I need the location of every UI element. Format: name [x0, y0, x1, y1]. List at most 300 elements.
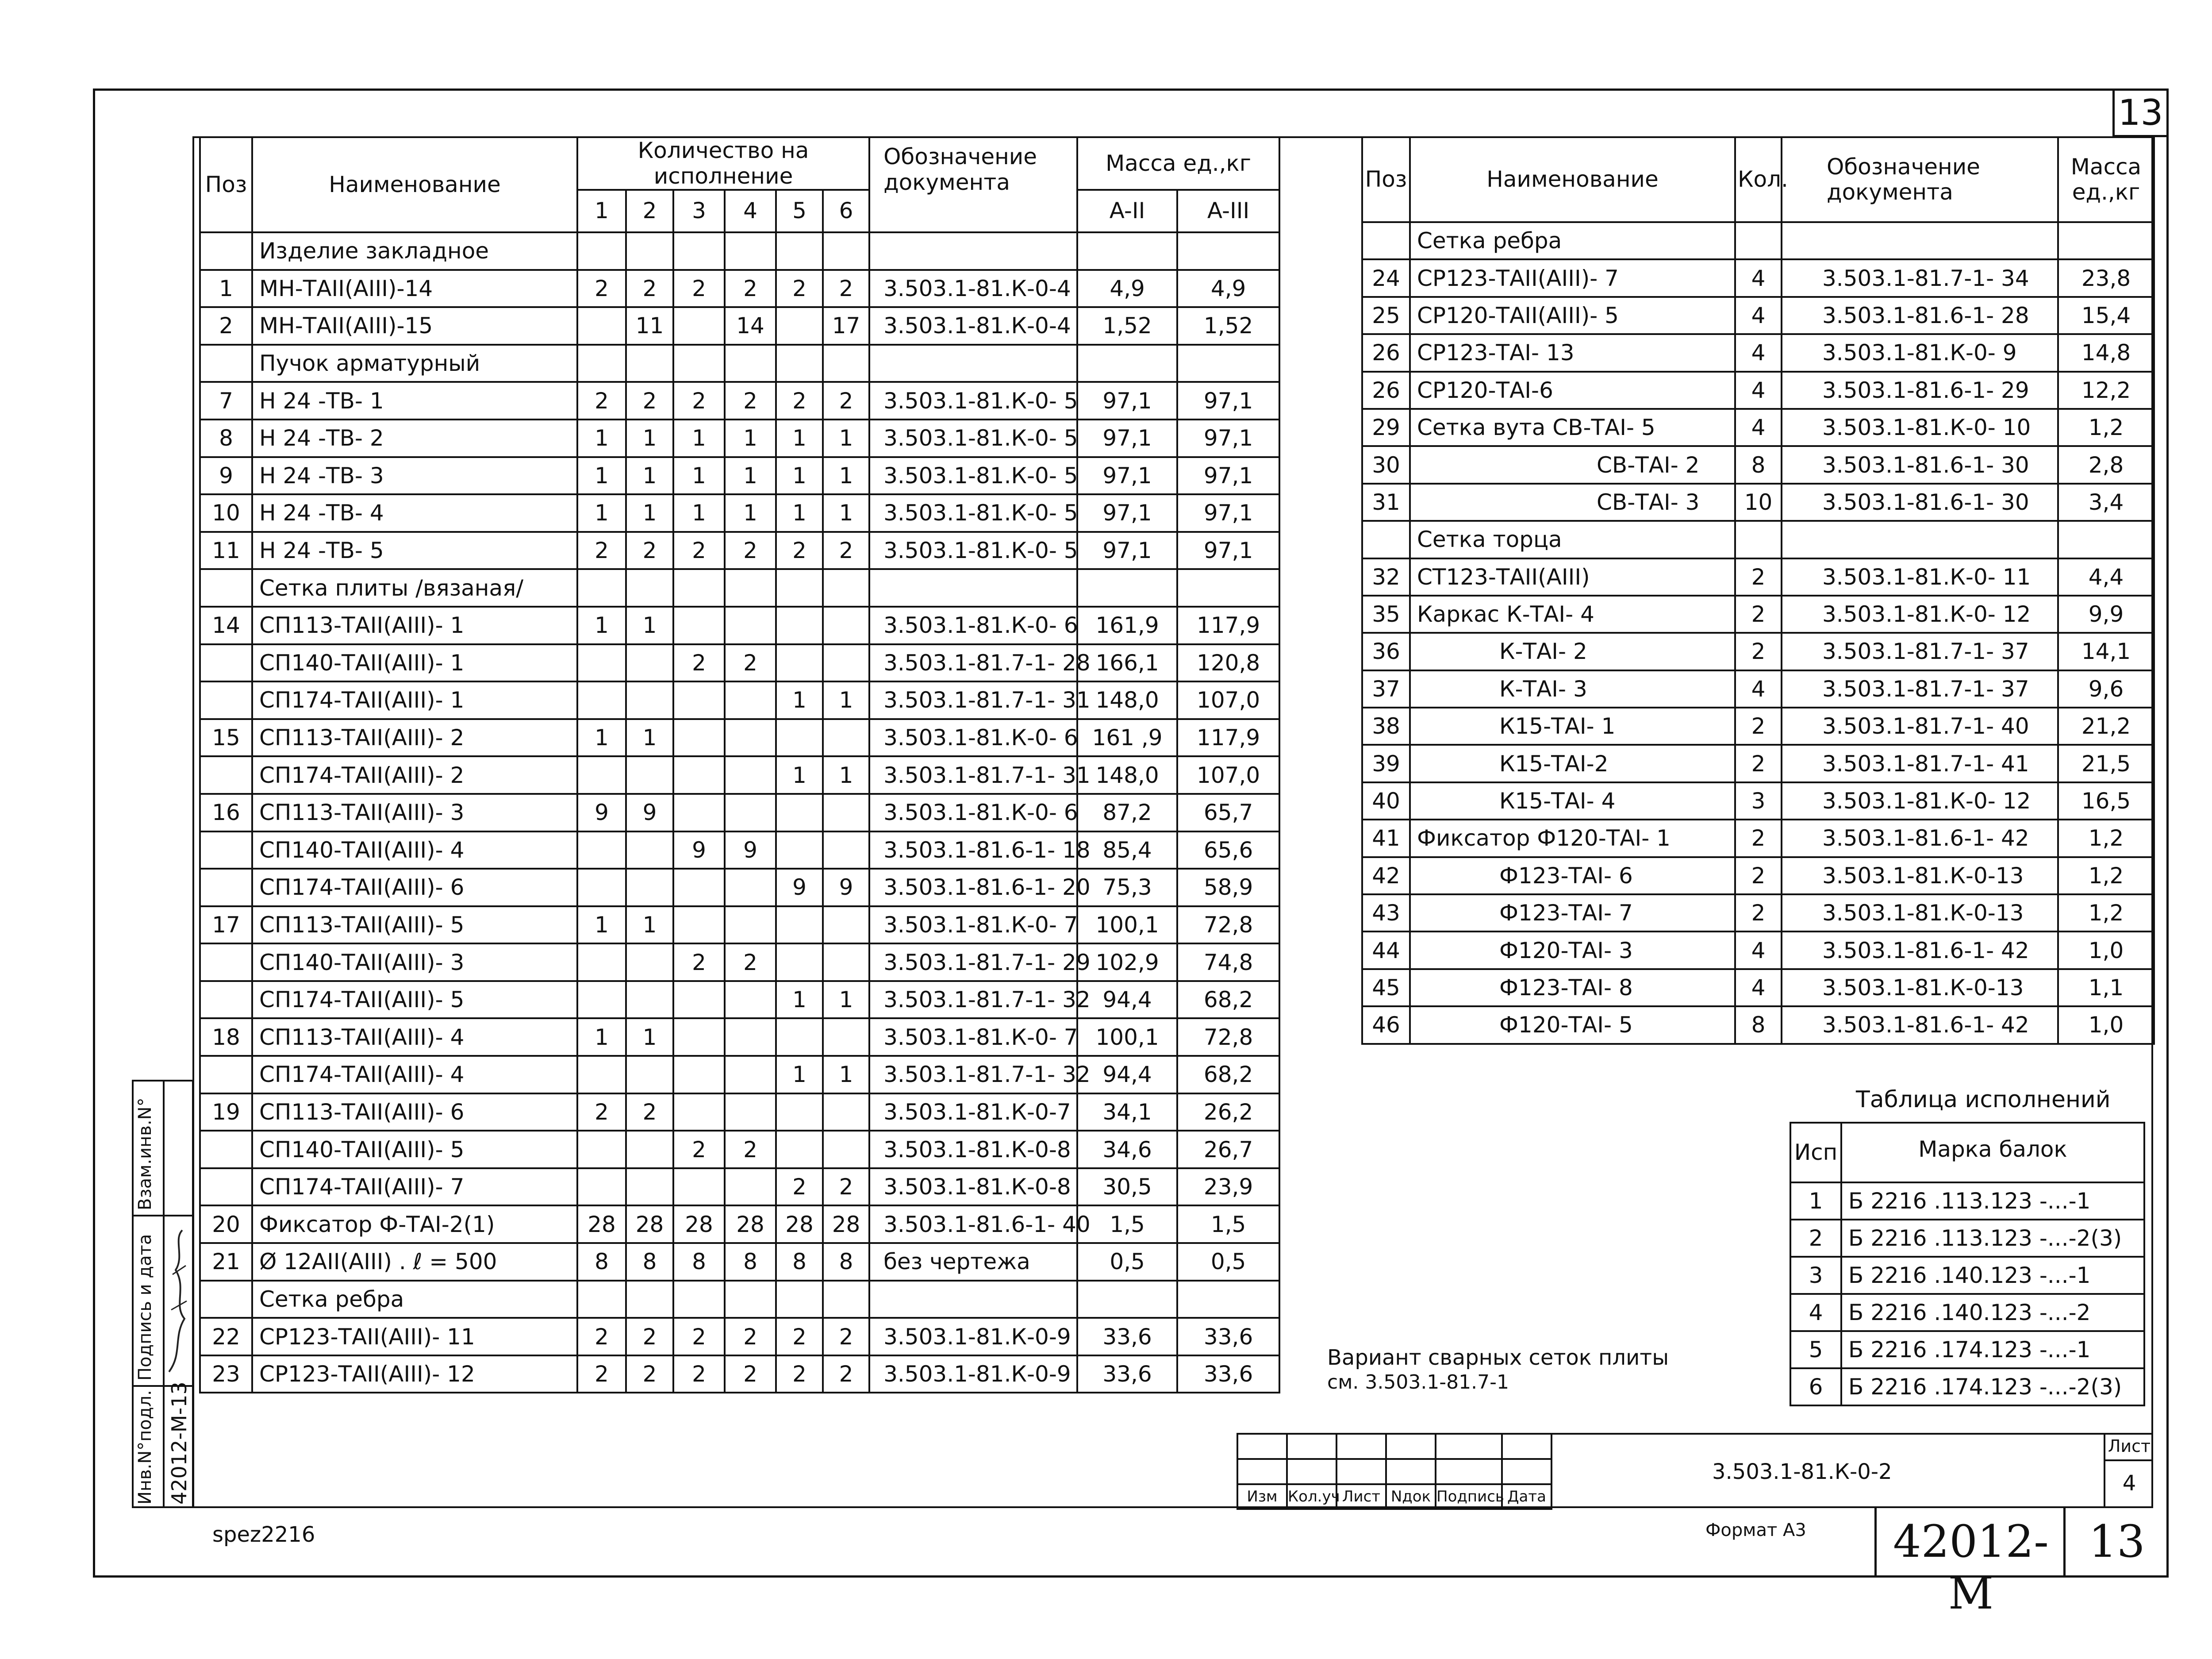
row-name: СП174-ТАII(АIII)- 5: [252, 981, 577, 1019]
row-pos: [1362, 521, 1410, 558]
row-name: Сетка ребра: [1410, 222, 1735, 259]
row-qty: 2: [673, 1131, 725, 1168]
table-row: [1362, 857, 2154, 894]
row-qty: 2: [673, 532, 725, 570]
row-mass-a2: 166,1: [1077, 644, 1177, 682]
row-pos: 9: [200, 457, 252, 495]
row-qty: [673, 1281, 725, 1318]
row-qty: [725, 681, 776, 719]
row-doc: 3.503.1-81.7-1- 31: [869, 681, 1077, 719]
row-name: К15-ТАI- 4: [1410, 782, 1735, 820]
header-qty: Кол.: [1735, 137, 1782, 222]
row-qty: [725, 981, 776, 1019]
row-mark: Б 2216 .113.123 -...-1: [1841, 1182, 2144, 1220]
row-qty: 2: [1735, 708, 1782, 745]
row-qty: [577, 1056, 626, 1093]
row-mass-a3: 65,7: [1177, 794, 1279, 831]
row-qty: [823, 1131, 869, 1168]
row-name: СП113-ТАII(АIII)- 5: [252, 906, 577, 944]
row-doc: 3.503.1-81.7-1- 37: [1782, 633, 2058, 670]
row-qty: 2: [626, 532, 673, 570]
row-qty: [626, 943, 673, 981]
row-qty: 28: [626, 1205, 673, 1243]
specification-table-left: [199, 136, 1280, 1393]
row-mass-a3: 65,6: [1177, 831, 1279, 869]
row-qty: 2: [673, 644, 725, 682]
row-qty: 2: [673, 1355, 725, 1393]
row-mass-a2: 87,2: [1077, 794, 1177, 831]
row-mass: 12,2: [2058, 372, 2154, 409]
row-qty: 4: [1735, 259, 1782, 296]
table-row: [1790, 1220, 2144, 1257]
row-qty: [577, 1168, 626, 1206]
row-qty: [776, 345, 823, 382]
row-mass-a3: 120,8: [1177, 644, 1279, 682]
header-qty: Количество на исполнение: [577, 137, 869, 190]
row-pos: [200, 345, 252, 382]
table-row: [200, 1355, 1279, 1393]
row-mass-a3: 97,1: [1177, 420, 1279, 457]
row-name: Н 24 -ТВ- 1: [252, 382, 577, 420]
row-qty: [725, 607, 776, 644]
row-doc: 3.503.1-81.К-0- 6: [869, 607, 1077, 644]
row-isp: 5: [1790, 1331, 1841, 1368]
row-qty: 1: [725, 420, 776, 457]
row-name: СП113-ТАII(АIII)- 2: [252, 719, 577, 757]
row-qty: [776, 831, 823, 869]
row-qty: 8: [776, 1243, 823, 1281]
row-qty: 2: [776, 1355, 823, 1393]
row-mass-a3: 72,8: [1177, 1018, 1279, 1056]
specification-table-right: [1361, 136, 2155, 1045]
row-mass-a3: [1177, 1281, 1279, 1318]
row-pos: [200, 943, 252, 981]
table-row: [200, 1281, 1279, 1318]
row-mass-a3: 33,6: [1177, 1355, 1279, 1393]
row-qty: 8: [673, 1243, 725, 1281]
table-row: [200, 719, 1279, 757]
row-name: Изделие закладное: [252, 232, 577, 270]
header-pos: Поз: [1362, 137, 1410, 222]
row-qty: 1: [823, 981, 869, 1019]
row-qty: [673, 681, 725, 719]
row-qty: [776, 1093, 823, 1131]
table-row: [200, 345, 1279, 382]
row-mass-a3: [1177, 569, 1279, 607]
row-qty: 8: [577, 1243, 626, 1281]
row-mass-a3: 1,52: [1177, 307, 1279, 345]
row-doc: 3.503.1-81.К-0- 5: [869, 420, 1077, 457]
row-mass-a3: 1,5: [1177, 1205, 1279, 1243]
row-doc: 3.503.1-81.К-0- 7: [869, 906, 1077, 944]
row-name: СП174-ТАII(АIII)- 6: [252, 869, 577, 906]
row-qty: 8: [1735, 1006, 1782, 1043]
row-doc: 3.503.1-81.К-0- 5: [869, 532, 1077, 570]
table-row: [200, 756, 1279, 794]
row-qty: [577, 1281, 626, 1318]
row-doc: 3.503.1-81.6-1- 18: [869, 831, 1077, 869]
table-row: [1790, 1182, 2144, 1220]
footer-format: Формат А3: [1705, 1520, 1806, 1540]
row-name: Н 24 -ТВ- 3: [252, 457, 577, 495]
row-doc: 3.503.1-81.К-0-4: [869, 307, 1077, 345]
row-qty: [776, 569, 823, 607]
stamp-revision-grid: [1237, 1433, 1552, 1510]
row-qty: [673, 1056, 725, 1093]
row-qty: [823, 644, 869, 682]
row-mass-a2: 34,1: [1077, 1093, 1177, 1131]
row-qty: [776, 307, 823, 345]
footer-project: 42012-М: [1893, 1516, 2049, 1619]
table-row: [1790, 1257, 2144, 1294]
row-qty: 1: [776, 420, 823, 457]
row-pos: 1: [200, 270, 252, 308]
row-mass-a2: 97,1: [1077, 457, 1177, 495]
row-qty: 2: [776, 382, 823, 420]
row-pos: 35: [1362, 596, 1410, 633]
row-qty: 1: [776, 494, 823, 532]
row-mass: 1,2: [2058, 894, 2154, 932]
footer-code: spez2216: [212, 1522, 315, 1547]
table-row: [1790, 1294, 2144, 1331]
row-qty: [776, 1281, 823, 1318]
table-row: [1362, 820, 2154, 857]
row-pos: [1362, 222, 1410, 259]
row-name: СП140-ТАII(АIII)- 5: [252, 1131, 577, 1168]
row-qty: 4: [1735, 297, 1782, 334]
row-name: Пучок арматурный: [252, 345, 577, 382]
header-mass: Масса ед.,кг: [2058, 137, 2154, 222]
table-row: [200, 831, 1279, 869]
row-qty: [577, 569, 626, 607]
row-qty: 4: [1735, 409, 1782, 446]
header-doc: Обозначение документа: [869, 137, 1077, 232]
row-qty: 9: [776, 869, 823, 906]
row-name: Ф120-ТАI- 3: [1410, 932, 1735, 969]
row-pos: 21: [200, 1243, 252, 1281]
table-row: [200, 307, 1279, 345]
table-row: [1362, 372, 2154, 409]
table-row: [1362, 1006, 2154, 1043]
row-pos: 42: [1362, 857, 1410, 894]
row-pos: 43: [1362, 894, 1410, 932]
sheet-number-top: 13: [2112, 89, 2169, 137]
note-line-2: см. 3.503.1-81.7-1: [1327, 1370, 1509, 1393]
row-qty: 1: [626, 906, 673, 944]
row-doc: 3.503.1-81.7-1- 28: [869, 644, 1077, 682]
row-pos: 22: [200, 1318, 252, 1355]
row-mass-a2: [1077, 1281, 1177, 1318]
row-mass: 2,8: [2058, 446, 2154, 483]
row-qty: [626, 1281, 673, 1318]
row-pos: 16: [200, 794, 252, 831]
row-pos: 31: [1362, 484, 1410, 521]
row-doc: 3.503.1-81.К-0- 5: [869, 457, 1077, 495]
row-qty: 2: [823, 382, 869, 420]
table-row: [1790, 1368, 2144, 1405]
row-mark: Б 2216 .140.123 -...-1: [1841, 1257, 2144, 1294]
row-qty: 1: [776, 457, 823, 495]
row-qty: 8: [725, 1243, 776, 1281]
row-mass-a3: 107,0: [1177, 681, 1279, 719]
row-qty: 4: [1735, 932, 1782, 969]
table-row: [1362, 259, 2154, 296]
side-inv-label: Инв.N°подл.: [135, 1390, 155, 1505]
table-row: [1362, 446, 2154, 483]
row-qty: [823, 794, 869, 831]
side-vzam-label: Взам.инв.N°: [135, 1097, 155, 1210]
row-mass-a3: 74,8: [1177, 943, 1279, 981]
row-qty: 2: [725, 1131, 776, 1168]
row-qty: 4: [1735, 334, 1782, 371]
table-row: [200, 1093, 1279, 1131]
row-qty: [626, 869, 673, 906]
row-qty: 28: [725, 1205, 776, 1243]
row-qty: [626, 644, 673, 682]
row-doc: 3.503.1-81.6-1- 29: [1782, 372, 2058, 409]
stamp-col: Лист: [1336, 1484, 1386, 1509]
row-mass: 1,2: [2058, 820, 2154, 857]
row-doc: 3.503.1-81.6-1- 30: [1782, 446, 2058, 483]
row-mass-a2: 161 ,9: [1077, 719, 1177, 757]
row-mass-a3: 58,9: [1177, 869, 1279, 906]
row-name: СП113-ТАII(АIII)- 3: [252, 794, 577, 831]
row-mass-a3: 117,9: [1177, 719, 1279, 757]
row-mass-a2: 100,1: [1077, 1018, 1177, 1056]
row-doc: 3.503.1-81.6-1- 42: [1782, 1006, 2058, 1043]
row-qty: 28: [577, 1205, 626, 1243]
row-pos: 37: [1362, 670, 1410, 708]
table-row: [200, 906, 1279, 944]
row-pos: [200, 1168, 252, 1206]
row-doc: 3.503.1-81.7-1- 34: [1782, 259, 2058, 296]
row-qty: 2: [1735, 596, 1782, 633]
row-pos: 15: [200, 719, 252, 757]
row-mass-a3: 97,1: [1177, 494, 1279, 532]
row-pos: 36: [1362, 633, 1410, 670]
row-doc: 3.503.1-81.К-0-7: [869, 1093, 1077, 1131]
row-mass: [2058, 222, 2154, 259]
header-name: Наименование: [1410, 137, 1735, 222]
row-qty: 2: [776, 270, 823, 308]
side-strip-divider: [132, 1215, 194, 1216]
row-doc: 3.503.1-81.К-0-4: [869, 270, 1077, 308]
row-mass-a3: 68,2: [1177, 981, 1279, 1019]
row-mass-a3: 68,2: [1177, 1056, 1279, 1093]
table-row: [200, 420, 1279, 457]
row-qty: 1: [577, 719, 626, 757]
row-name: Фиксатор Ф120-ТАI- 1: [1410, 820, 1735, 857]
row-qty: [673, 719, 725, 757]
row-pos: 32: [1362, 558, 1410, 596]
row-qty: 4: [1735, 670, 1782, 708]
table-row: [200, 532, 1279, 570]
row-pos: 18: [200, 1018, 252, 1056]
row-doc: [869, 232, 1077, 270]
row-qty: 2: [823, 532, 869, 570]
row-name: МН-ТАII(АIII)-15: [252, 307, 577, 345]
row-name: К-ТАI- 3: [1410, 670, 1735, 708]
row-name: Фиксатор Ф-ТАI-2(1): [252, 1205, 577, 1243]
stamp-col: Подпись: [1436, 1484, 1502, 1509]
row-pos: 41: [1362, 820, 1410, 857]
row-isp: 2: [1790, 1220, 1841, 1257]
stamp-col: Дата: [1502, 1484, 1551, 1509]
row-doc: 3.503.1-81.К-0- 10: [1782, 409, 2058, 446]
row-qty: [776, 1131, 823, 1168]
row-qty: [725, 232, 776, 270]
row-pos: [200, 1281, 252, 1318]
row-doc: 3.503.1-81.6-1- 30: [1782, 484, 2058, 521]
row-qty: [725, 1018, 776, 1056]
row-pos: 26: [1362, 334, 1410, 371]
row-qty: 2: [725, 1355, 776, 1393]
row-qty: [626, 681, 673, 719]
row-doc: [869, 1281, 1077, 1318]
row-mass-a2: 97,1: [1077, 420, 1177, 457]
row-mass-a2: [1077, 345, 1177, 382]
row-mass: [2058, 521, 2154, 558]
row-qty: 1: [823, 756, 869, 794]
stamp-sheet-box: [2104, 1433, 2153, 1508]
row-mass-a2: 85,4: [1077, 831, 1177, 869]
row-qty: 1: [725, 494, 776, 532]
table-row: [1362, 596, 2154, 633]
table-row: [1362, 969, 2154, 1006]
table-row: [1362, 633, 2154, 670]
row-mass-a2: 97,1: [1077, 382, 1177, 420]
row-doc: 3.503.1-81.К-0- 5: [869, 382, 1077, 420]
row-qty: 2: [1735, 633, 1782, 670]
row-isp: 3: [1790, 1257, 1841, 1294]
row-qty: 3: [1735, 782, 1782, 820]
row-pos: [200, 681, 252, 719]
table-row: [200, 457, 1279, 495]
table-row: [200, 981, 1279, 1019]
table-row: [200, 681, 1279, 719]
table-row: [1362, 894, 2154, 932]
row-pos: 26: [1362, 372, 1410, 409]
row-qty: [725, 345, 776, 382]
row-pos: [200, 981, 252, 1019]
row-mass-a2: 97,1: [1077, 494, 1177, 532]
row-name: СВ-ТАI- 3: [1410, 484, 1735, 521]
row-doc: 3.503.1-81.К-0- 12: [1782, 596, 2058, 633]
row-qty: 1: [823, 457, 869, 495]
row-qty: [626, 345, 673, 382]
row-name: СП174-ТАII(АIII)- 4: [252, 1056, 577, 1093]
row-qty: [776, 644, 823, 682]
row-qty: [725, 1168, 776, 1206]
row-mass-a2: 100,1: [1077, 906, 1177, 944]
row-name: СП174-ТАII(АIII)- 2: [252, 756, 577, 794]
row-qty: 2: [626, 1318, 673, 1355]
row-qty: 1: [823, 681, 869, 719]
table-row: [200, 270, 1279, 308]
row-qty: [673, 794, 725, 831]
row-mass-a2: 0,5: [1077, 1243, 1177, 1281]
row-qty: [725, 1056, 776, 1093]
table-row: [200, 607, 1279, 644]
stamp-sheet-label: Лист: [2105, 1433, 2153, 1461]
table-row: [1362, 745, 2154, 782]
header-mass: Масса ед.,кг: [1077, 137, 1279, 190]
row-qty: 11: [626, 307, 673, 345]
row-doc: 3.503.1-81.К-0-13: [1782, 857, 2058, 894]
row-pos: 23: [200, 1355, 252, 1393]
row-qty: [626, 1056, 673, 1093]
row-doc: 3.503.1-81.К-0- 9: [1782, 334, 2058, 371]
stamp-designation: 3.503.1-81.К-0-2: [1712, 1459, 1892, 1484]
row-doc: 3.503.1-81.К-0- 5: [869, 494, 1077, 532]
header-mark: Марка балок: [1841, 1123, 2144, 1182]
row-qty: [823, 569, 869, 607]
row-mass-a2: [1077, 232, 1177, 270]
row-pos: 45: [1362, 969, 1410, 1006]
row-doc: 3.503.1-81.7-1- 40: [1782, 708, 2058, 745]
row-mass: 1,0: [2058, 1006, 2154, 1043]
row-qty: 1: [577, 1018, 626, 1056]
row-qty: [577, 831, 626, 869]
row-mass-a2: 148,0: [1077, 681, 1177, 719]
row-doc: 3.503.1-81.К-0- 6: [869, 794, 1077, 831]
row-pos: 24: [1362, 259, 1410, 296]
row-qty: [577, 869, 626, 906]
row-pos: 14: [200, 607, 252, 644]
row-qty: [823, 831, 869, 869]
row-qty: 2: [626, 1093, 673, 1131]
row-qty: [577, 232, 626, 270]
table-row: [200, 569, 1279, 607]
row-qty: 1: [626, 607, 673, 644]
row-qty: [725, 1093, 776, 1131]
row-doc: 3.503.1-81.6-1- 42: [1782, 820, 2058, 857]
row-qty: 9: [626, 794, 673, 831]
row-name: СР123-ТАII(АIII)- 12: [252, 1355, 577, 1393]
row-qty: [1735, 222, 1782, 259]
row-qty: [673, 1093, 725, 1131]
row-mass-a2: 148,0: [1077, 756, 1177, 794]
table-row: [200, 1205, 1279, 1243]
table-row: [1362, 222, 2154, 259]
row-mass: 21,2: [2058, 708, 2154, 745]
row-name: Ф123-ТАI- 6: [1410, 857, 1735, 894]
row-name: СП140-ТАII(АIII)- 3: [252, 943, 577, 981]
table-row: [1362, 932, 2154, 969]
row-qty: 2: [725, 382, 776, 420]
row-qty: [626, 569, 673, 607]
variants-title: Таблица исполнений: [1856, 1086, 2111, 1113]
row-qty: [725, 569, 776, 607]
row-name: Каркас К-ТАI- 4: [1410, 596, 1735, 633]
row-mass: 16,5: [2058, 782, 2154, 820]
row-qty: 28: [823, 1205, 869, 1243]
row-doc: 3.503.1-81.К-0-13: [1782, 969, 2058, 1006]
row-mass-a3: 4,9: [1177, 270, 1279, 308]
row-name: СП174-ТАII(АIII)- 1: [252, 681, 577, 719]
row-qty: 8: [823, 1243, 869, 1281]
header-qty-col: 5: [776, 190, 823, 232]
row-qty: 2: [1735, 894, 1782, 932]
row-qty: 2: [577, 270, 626, 308]
table-row: [200, 869, 1279, 906]
row-qty: 2: [823, 270, 869, 308]
row-qty: [626, 232, 673, 270]
row-mark: Б 2216 .140.123 -...-2: [1841, 1294, 2144, 1331]
row-qty: 2: [673, 382, 725, 420]
row-qty: [725, 756, 776, 794]
row-name: Сетка торца: [1410, 521, 1735, 558]
